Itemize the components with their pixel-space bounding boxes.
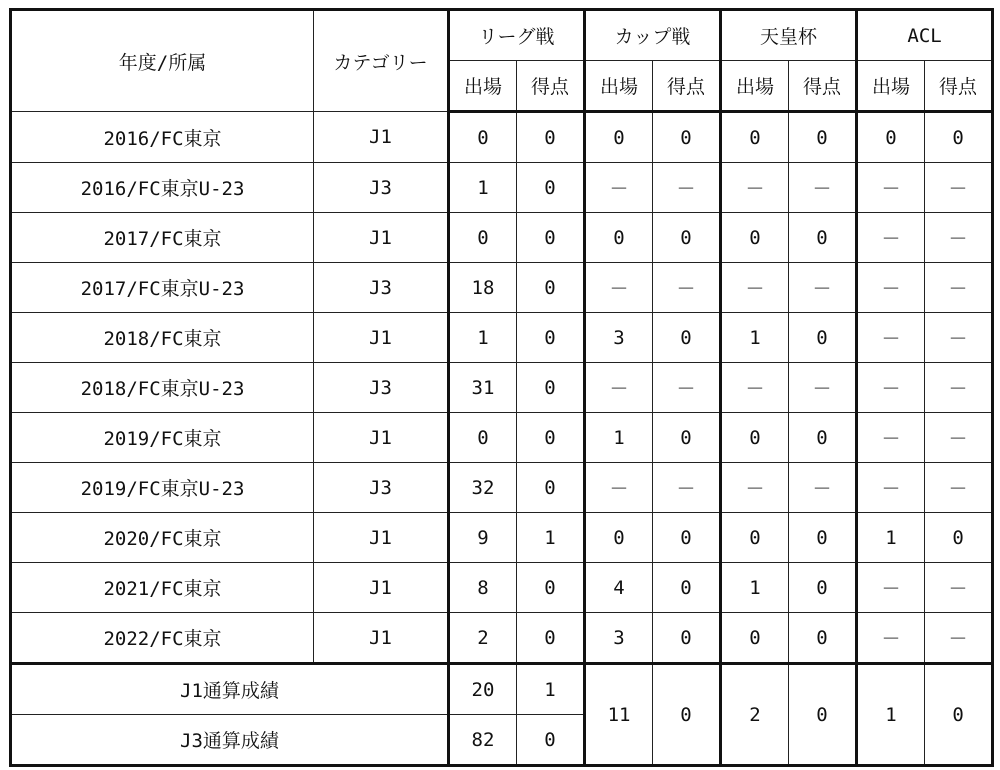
emperor-apps-cell: 0 — [721, 513, 789, 563]
cup-apps-cell: － — [585, 363, 653, 413]
cup-goals-cell: 0 — [653, 563, 721, 613]
league-apps-cell: 1 — [449, 163, 517, 213]
table-row — [11, 213, 993, 263]
acl-goals-cell: － — [925, 313, 993, 363]
total-row-j1 — [11, 664, 993, 715]
league-goals-cell: 0 — [517, 413, 585, 463]
header-acl: ACL — [857, 10, 993, 61]
acl-goals-cell: － — [925, 613, 993, 664]
league-goals-cell: 0 — [517, 213, 585, 263]
acl-apps-cell: － — [857, 363, 925, 413]
category-cell: J1 — [314, 313, 449, 363]
emperor-apps-cell: 0 — [721, 613, 789, 664]
acl-apps-cell: － — [857, 463, 925, 513]
header-league-goals: 得点 — [517, 61, 585, 112]
header-emperor-cup: 天皇杯 — [721, 10, 857, 61]
j1-total-label: J1通算成績 — [11, 664, 449, 715]
acl-apps-cell: － — [857, 213, 925, 263]
category-cell: J3 — [314, 163, 449, 213]
category-cell: J3 — [314, 363, 449, 413]
cup-apps-cell: 1 — [585, 413, 653, 463]
cup-goals-cell: 0 — [653, 413, 721, 463]
cup-goals-cell: 0 — [653, 513, 721, 563]
season-cell: 2019/FC東京U-23 — [11, 463, 314, 513]
header-row-groups — [11, 10, 993, 61]
table-row — [11, 513, 993, 563]
acl-apps-cell: － — [857, 313, 925, 363]
header-league: リーグ戦 — [449, 10, 585, 61]
career-stats-table — [9, 8, 994, 767]
cup-goals-cell: 0 — [653, 313, 721, 363]
season-cell: 2022/FC東京 — [11, 613, 314, 664]
header-cup-apps: 出場 — [585, 61, 653, 112]
table-row — [11, 112, 993, 163]
acl-apps-cell: － — [857, 163, 925, 213]
category-cell: J1 — [314, 213, 449, 263]
league-goals-cell: 0 — [517, 463, 585, 513]
acl-goals-cell: － — [925, 213, 993, 263]
emperor-apps-cell: 0 — [721, 213, 789, 263]
emperor-apps-cell: － — [721, 263, 789, 313]
emperor-apps-cell: 1 — [721, 313, 789, 363]
emperor-goals-cell: 0 — [789, 213, 857, 263]
j3-total-league-apps: 82 — [449, 715, 517, 766]
emperor-apps-cell: 0 — [721, 413, 789, 463]
league-apps-cell: 8 — [449, 563, 517, 613]
league-goals-cell: 0 — [517, 313, 585, 363]
emperor-goals-cell: － — [789, 363, 857, 413]
cup-goals-cell: － — [653, 163, 721, 213]
acl-goals-cell: － — [925, 363, 993, 413]
header-emperor-apps: 出場 — [721, 61, 789, 112]
cup-apps-cell: － — [585, 163, 653, 213]
table-row — [11, 613, 993, 664]
cup-apps-cell: 4 — [585, 563, 653, 613]
acl-apps-cell: － — [857, 413, 925, 463]
cup-apps-cell: 3 — [585, 613, 653, 664]
total-cup-goals: 0 — [653, 664, 721, 766]
acl-goals-cell: － — [925, 263, 993, 313]
j3-total-label: J3通算成績 — [11, 715, 449, 766]
league-goals-cell: 0 — [517, 363, 585, 413]
table-row — [11, 463, 993, 513]
cup-apps-cell: 0 — [585, 112, 653, 163]
league-apps-cell: 18 — [449, 263, 517, 313]
season-cell: 2016/FC東京U-23 — [11, 163, 314, 213]
header-cup: カップ戦 — [585, 10, 721, 61]
league-apps-cell: 1 — [449, 313, 517, 363]
acl-goals-cell: － — [925, 413, 993, 463]
header-cup-goals: 得点 — [653, 61, 721, 112]
category-cell: J1 — [314, 413, 449, 463]
emperor-goals-cell: 0 — [789, 613, 857, 664]
category-cell: J3 — [314, 463, 449, 513]
total-acl-apps: 1 — [857, 664, 925, 766]
acl-apps-cell: 0 — [857, 112, 925, 163]
cup-apps-cell: － — [585, 263, 653, 313]
acl-apps-cell: 1 — [857, 513, 925, 563]
league-goals-cell: 0 — [517, 163, 585, 213]
acl-goals-cell: － — [925, 163, 993, 213]
emperor-goals-cell: 0 — [789, 413, 857, 463]
totals-rows — [11, 664, 993, 766]
league-apps-cell: 32 — [449, 463, 517, 513]
cup-apps-cell: 0 — [585, 513, 653, 563]
table-row — [11, 413, 993, 463]
emperor-apps-cell: 1 — [721, 563, 789, 613]
emperor-apps-cell: 0 — [721, 112, 789, 163]
emperor-goals-cell: － — [789, 463, 857, 513]
season-cell: 2017/FC東京 — [11, 213, 314, 263]
category-cell: J1 — [314, 563, 449, 613]
table-row — [11, 163, 993, 213]
j1-total-league-apps: 20 — [449, 664, 517, 715]
j1-total-league-goals: 1 — [517, 664, 585, 715]
header-category: カテゴリー — [314, 10, 449, 112]
table-row — [11, 313, 993, 363]
emperor-goals-cell: － — [789, 163, 857, 213]
acl-apps-cell: － — [857, 263, 925, 313]
table-row — [11, 263, 993, 313]
cup-goals-cell: － — [653, 363, 721, 413]
season-cell: 2016/FC東京 — [11, 112, 314, 163]
season-cell: 2018/FC東京 — [11, 313, 314, 363]
league-goals-cell: 0 — [517, 112, 585, 163]
cup-apps-cell: － — [585, 463, 653, 513]
emperor-goals-cell: 0 — [789, 112, 857, 163]
header-year-club: 年度/所属 — [11, 10, 314, 112]
table-row — [11, 563, 993, 613]
league-goals-cell: 0 — [517, 263, 585, 313]
league-goals-cell: 1 — [517, 513, 585, 563]
league-goals-cell: 0 — [517, 563, 585, 613]
season-cell: 2017/FC東京U-23 — [11, 263, 314, 313]
acl-goals-cell: 0 — [925, 112, 993, 163]
category-cell: J1 — [314, 112, 449, 163]
cup-goals-cell: 0 — [653, 213, 721, 263]
category-cell: J1 — [314, 513, 449, 563]
cup-goals-cell: 0 — [653, 112, 721, 163]
league-apps-cell: 2 — [449, 613, 517, 664]
emperor-apps-cell: － — [721, 463, 789, 513]
league-apps-cell: 9 — [449, 513, 517, 563]
emperor-apps-cell: － — [721, 163, 789, 213]
emperor-goals-cell: 0 — [789, 513, 857, 563]
header-emperor-goals: 得点 — [789, 61, 857, 112]
header-acl-goals: 得点 — [925, 61, 993, 112]
acl-apps-cell: － — [857, 563, 925, 613]
cup-goals-cell: － — [653, 263, 721, 313]
league-goals-cell: 0 — [517, 613, 585, 664]
total-emperor-apps: 2 — [721, 664, 789, 766]
header-acl-apps: 出場 — [857, 61, 925, 112]
league-apps-cell: 0 — [449, 112, 517, 163]
total-cup-apps: 11 — [585, 664, 653, 766]
league-apps-cell: 0 — [449, 213, 517, 263]
season-cell: 2020/FC東京 — [11, 513, 314, 563]
emperor-apps-cell: － — [721, 363, 789, 413]
season-cell: 2018/FC東京U-23 — [11, 363, 314, 413]
acl-goals-cell: － — [925, 463, 993, 513]
cup-apps-cell: 3 — [585, 313, 653, 363]
emperor-goals-cell: 0 — [789, 313, 857, 363]
acl-goals-cell: － — [925, 563, 993, 613]
season-cell: 2019/FC東京 — [11, 413, 314, 463]
emperor-goals-cell: 0 — [789, 563, 857, 613]
league-apps-cell: 31 — [449, 363, 517, 413]
total-emperor-goals: 0 — [789, 664, 857, 766]
acl-apps-cell: － — [857, 613, 925, 664]
cup-apps-cell: 0 — [585, 213, 653, 263]
league-apps-cell: 0 — [449, 413, 517, 463]
category-cell: J3 — [314, 263, 449, 313]
header-league-apps: 出場 — [449, 61, 517, 112]
category-cell: J1 — [314, 613, 449, 664]
j3-total-league-goals: 0 — [517, 715, 585, 766]
season-cell: 2021/FC東京 — [11, 563, 314, 613]
table-row — [11, 363, 993, 413]
total-acl-goals: 0 — [925, 664, 993, 766]
season-rows — [11, 112, 993, 664]
cup-goals-cell: － — [653, 463, 721, 513]
cup-goals-cell: 0 — [653, 613, 721, 664]
acl-goals-cell: 0 — [925, 513, 993, 563]
emperor-goals-cell: － — [789, 263, 857, 313]
